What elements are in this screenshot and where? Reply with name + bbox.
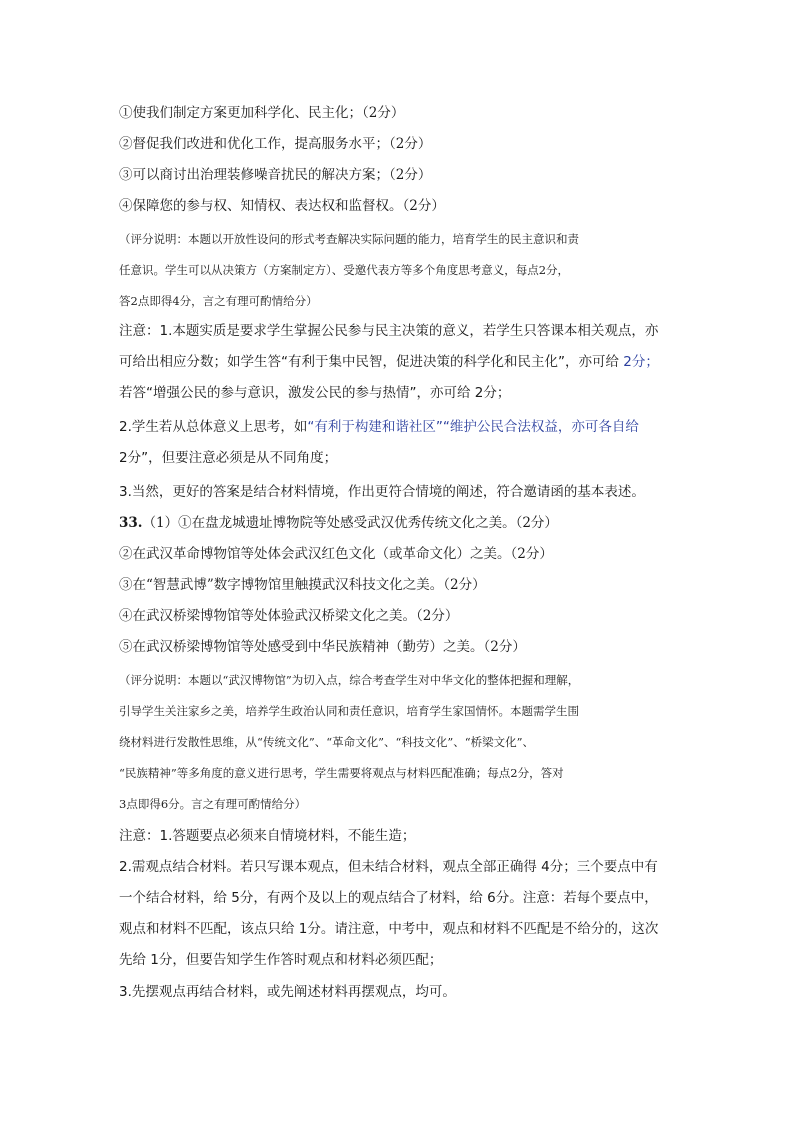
question-33-item-1 (119, 514, 679, 532)
note-line: 一个结合材料，给 5分，有两个及以上的观点结合了材料，给 6分。注意：若每个要点中， (119, 890, 658, 906)
note-line: 注意：1.答题要点必须来自情境材料，不能生造； (119, 828, 416, 844)
scoring-note-line: （评分说明：本题以“武汉博物馆”为切入点，综合考查学生对中华文化的整体把握和理解， (119, 673, 580, 687)
note-line: 3.先摆观点再结合材料，或先阐述材料再摆观点，均可。 (119, 984, 456, 1000)
scoring-note-line: 引导学生关注家乡之美，培养学生政治认同和责任意识，培育学生家国情怀。本题需学生围 (119, 704, 579, 718)
question-33-item-4: ④在武汉桥梁博物馆等处体验武汉桥梁文化之美。（2分） (119, 608, 459, 624)
note-line (119, 353, 679, 371)
answer-item-2: ②督促我们改进和优化工作，提高服务水平；（2分） (119, 136, 432, 152)
question-33-item-2: ②在武汉革命博物馆等处体会武汉红色文化（或革命文化）之美。（2分） (119, 546, 553, 562)
note-line: 3.当然，更好的答案是结合材料情境，作出更符合情境的阐述，符合邀请函的基本表述。 (119, 484, 645, 500)
question-number: 33. (119, 515, 143, 531)
scoring-note-line: 3点即得6分。言之有理可酌情给分） (119, 797, 307, 811)
scoring-note-line: （评分说明：本题以开放性设问的形式考查解决实际问题的能力，培育学生的民主意识和责 (119, 232, 579, 246)
note-text: 可给出相应分数；如学生答“有利于集中民智，促进决策的科学化和民主化”，亦可给 (119, 354, 624, 370)
note-line: 观点和材料不匹配，该点只给 1分。请注意，中考中，观点和材料不匹配是不给分的，这次 (119, 921, 659, 937)
scoring-note-line: 任意识。学生可以从决策方（方案制定方）、受邀代表方等多个角度思考意义，每点2分， (119, 263, 570, 277)
note-text: 2.学生若从总体意义上思考，如 (119, 419, 308, 435)
scoring-note-line: 绕材料进行发散性思维，从“传统文化”、“革命文化”、“科技文化”、“桥梁文化”、 (119, 735, 535, 749)
scoring-note-line: 答2点即得4分，言之有理可酌情给分） (119, 294, 318, 308)
note-score: 2分； (623, 354, 659, 370)
answer-item-3: ③可以商讨出治理装修噪音扰民的解决方案；（2分） (119, 167, 432, 183)
note-line: 2.需观点结合材料。若只写课本观点，但未结合材料，观点全部正确得 4分；三个要点中有 (119, 859, 658, 875)
note-line: 注意：1.本题实质是要求学生掌握公民参与民主决策的意义，若学生只答课本相关观点，亦 (119, 323, 659, 339)
note-quote: “有利于构建和谐社区”“维护公民合法权益，亦可各自给 (307, 419, 639, 435)
answer-text: （1）①在盘龙城遗址博物院等处感受武汉优秀传统文化之美。（2分） (142, 515, 558, 531)
note-line (119, 418, 679, 436)
note-line: 2分”，但要注意必须是从不同角度； (119, 450, 338, 466)
answer-item-4: ④保障您的参与权、知情权、表达权和监督权。（2分） (119, 198, 445, 214)
answer-item-1: ①使我们制定方案更加科学化、民主化；（2分） (119, 105, 405, 121)
note-line: 若答“增强公民的参与意识，激发公民的参与热情”，亦可给 2分； (119, 385, 511, 401)
scoring-note-line: “民族精神”等多角度的意义进行思考，学生需要将观点与材料匹配准确；每点2分，答对 (119, 766, 564, 780)
question-33-item-5: ⑤在武汉桥梁博物馆等处感受到中华民族精神（勤劳）之美。（2分） (119, 639, 526, 655)
note-line: 先给 1分，但要告知学生作答时观点和材料必须匹配； (119, 952, 443, 968)
question-33-item-3: ③在“智慧武博”数字博物馆里触摸武汉科技文化之美。（2分） (119, 577, 486, 593)
